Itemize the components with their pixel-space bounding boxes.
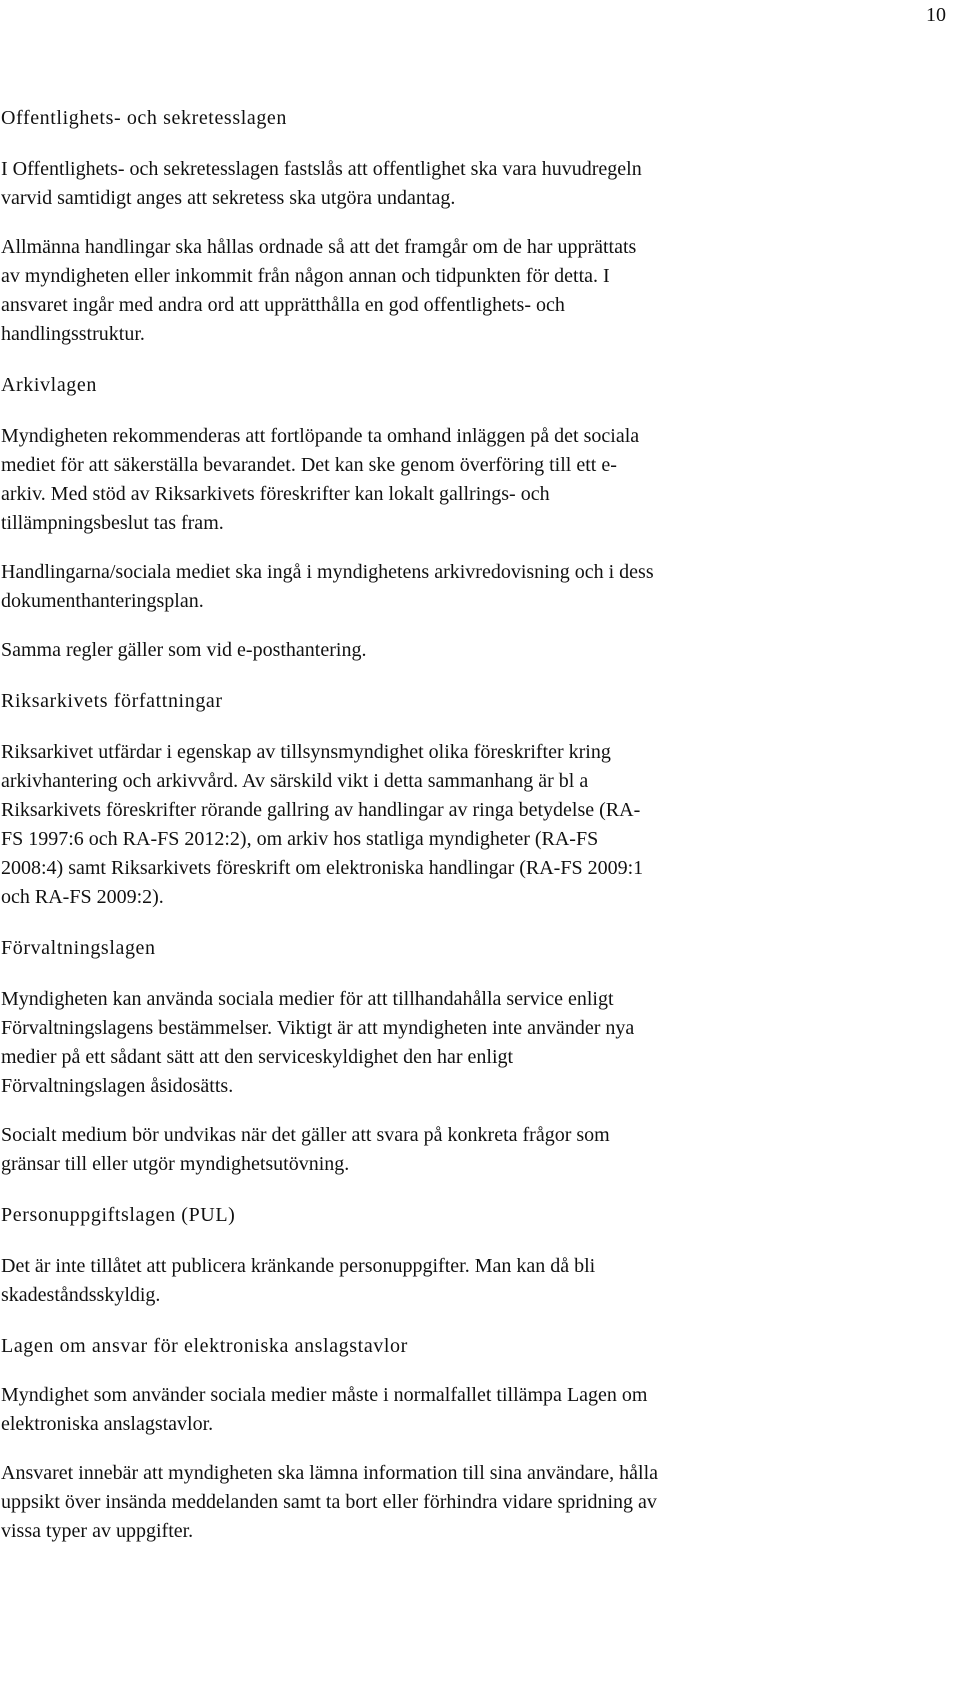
paragraph-line: vissa typer av uppgifter.: [1, 1520, 194, 1542]
paragraph-line: FS 1997:6 och RA-FS 2012:2), om arkiv hos statliga myndigheter (RA-FS: [1, 828, 599, 850]
paragraph-line: Handlingarna/sociala mediet ska ingå i myndighetens arkivredovisning och i dess: [1, 561, 654, 583]
paragraph-line: tillämpningsbeslut tas fram.: [1, 512, 224, 534]
paragraph: [1, 636, 901, 665]
paragraph-line: Myndighet som använder sociala medier måste i normalfallet tillämpa Lagen om: [1, 1384, 648, 1406]
block-spacer: [1, 1230, 901, 1252]
paragraph: [1, 233, 901, 349]
paragraph-line: arkiv. Med stöd av Riksarkivets föreskrifter kan lokalt gallrings- och: [1, 483, 550, 505]
section-heading: Offentlighets- och sekretesslagen: [1, 107, 288, 129]
block-spacer: [1, 1101, 901, 1121]
paragraph-line: gränsar till eller utgör myndighetsutövning.: [1, 1153, 350, 1175]
block-spacer: [1, 133, 901, 155]
paragraph-line: Allmänna handlingar ska hållas ordnade så att det framgår om de har upprättats: [1, 236, 637, 258]
block-spacer: [1, 400, 901, 422]
section-heading: Personuppgiftslagen (PUL): [1, 1204, 236, 1226]
paragraph-line: Samma regler gäller som vid e-posthantering.: [1, 639, 367, 661]
block-spacer: [1, 349, 901, 371]
section-heading: Förvaltningslagen: [1, 937, 156, 959]
paragraph: [1, 155, 901, 213]
paragraph-line: handlingsstruktur.: [1, 323, 145, 345]
paragraph: [1, 1121, 901, 1179]
paragraph-line: mediet för att säkerställa bevarandet. Det kan ske genom överföring till ett e-: [1, 454, 617, 476]
paragraph: [1, 1459, 901, 1546]
paragraph-line: elektroniska anslagstavlor.: [1, 1413, 214, 1435]
section-heading: Lagen om ansvar för elektroniska anslagstavlor: [1, 1335, 408, 1357]
block-spacer: [1, 538, 901, 558]
block-spacer: [1, 1439, 901, 1459]
block-spacer: [1, 963, 901, 985]
paragraph-line: Socialt medium bör undvikas när det gäller att svara på konkreta frågor som: [1, 1124, 610, 1146]
paragraph-line: dokumenthanteringsplan.: [1, 590, 204, 612]
block-spacer: [1, 213, 901, 233]
paragraph-line: varvid samtidigt anges att sekretess ska utgöra undantag.: [1, 187, 456, 209]
paragraph-line: Riksarkivets föreskrifter rörande gallring av handlingar av ringa betydelse (RA-: [1, 799, 641, 821]
paragraph-line: av myndigheten eller inkommit från någon annan och tidpunkten för detta. I: [1, 265, 610, 287]
block-spacer: [1, 1310, 901, 1332]
paragraph-line: medier på ett sådant sätt att den serviceskyldighet den har enligt: [1, 1046, 514, 1068]
paragraph-line: skadeståndsskyldig.: [1, 1284, 161, 1306]
paragraph-line: Förvaltningslagens bestämmelser. Viktigt är att myndigheten inte använder nya: [1, 1017, 635, 1039]
paragraph: [1, 985, 901, 1101]
section-heading: Arkivlagen: [1, 374, 97, 396]
block-spacer: [1, 716, 901, 738]
block-spacer: [1, 912, 901, 934]
paragraph: [1, 738, 901, 912]
paragraph-line: Myndigheten kan använda sociala medier för att tillhandahålla service enligt: [1, 988, 614, 1010]
paragraph: [1, 1252, 901, 1310]
paragraph-line: 2008:4) samt Riksarkivets föreskrift om elektroniska handlingar (RA-FS 2009:1: [1, 857, 644, 879]
block-spacer: [1, 665, 901, 687]
paragraph-line: uppsikt över insända meddelanden samt ta bort eller förhindra vidare spridning av: [1, 1491, 657, 1513]
paragraph-line: I Offentlighets- och sekretesslagen fastslås att offentlighet ska vara huvudregeln: [1, 158, 642, 180]
paragraph-line: Ansvaret innebär att myndigheten ska lämna information till sina användare, hålla: [1, 1462, 659, 1484]
document-body: [1, 104, 901, 1546]
paragraph-line: Myndigheten rekommenderas att fortlöpande ta omhand inläggen på det sociala: [1, 425, 640, 447]
paragraph: [1, 1381, 901, 1439]
paragraph-line: Det är inte tillåtet att publicera kränkande personuppgifter. Man kan då bli: [1, 1255, 596, 1277]
block-spacer: [1, 1361, 901, 1381]
page-number: 10: [926, 4, 946, 26]
block-spacer: [1, 1179, 901, 1201]
paragraph: [1, 558, 901, 616]
paragraph-line: Förvaltningslagen åsidosätts.: [1, 1075, 234, 1097]
section-heading: Riksarkivets författningar: [1, 690, 223, 712]
paragraph-line: och RA-FS 2009:2).: [1, 886, 164, 908]
paragraph: [1, 422, 901, 538]
paragraph-line: Riksarkivet utfärdar i egenskap av tillsynsmyndighet olika föreskrifter kring: [1, 741, 611, 763]
paragraph-line: arkivhantering och arkivvård. Av särskild vikt i detta sammanhang är bl a: [1, 770, 589, 792]
block-spacer: [1, 616, 901, 636]
paragraph-line: ansvaret ingår med andra ord att upprätthålla en god offentlighets- och: [1, 294, 565, 316]
